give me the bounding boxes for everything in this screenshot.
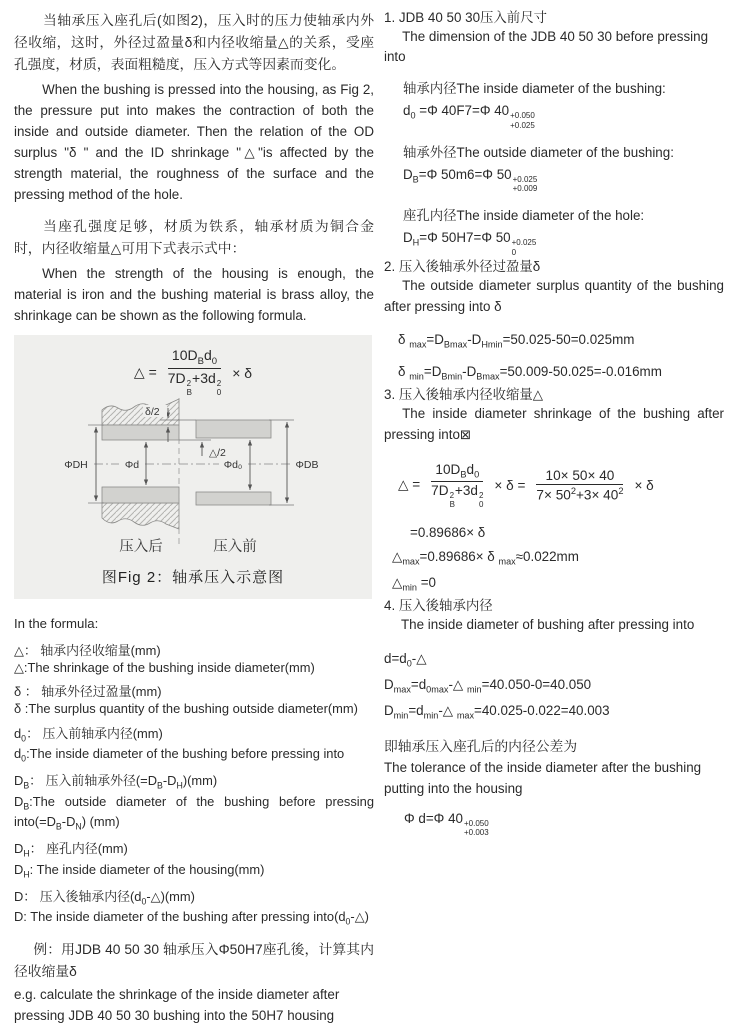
formula-lhs: △ = <box>398 477 421 493</box>
section-1-subheading: The dimension of the JDB 40 50 30 before pressing into <box>384 29 709 64</box>
definition-cn: $d_0$： 压入前轴承内径(mm) <box>14 725 163 744</box>
definition-cn: D： 压入後轴承内径$(d_0-\triangle)(mm)$ <box>14 888 195 907</box>
section-1-dimensions <box>384 8 724 257</box>
in-formula-label: In the formula: <box>14 616 99 632</box>
housing-hatch-top <box>102 399 179 425</box>
delta-min-equation: δ $_{min}=D_{Bmin}-D_{Bmax}=50.009-50.025=-0.016mm$ <box>398 364 662 383</box>
formula-fraction-numeric <box>536 468 623 503</box>
example-cn: 例：用JDB 40 50 30 轴承压入Φ50H7座孔後，计算其内径收缩量δ <box>14 941 374 979</box>
formula-fraction <box>168 347 221 397</box>
label-after-pressing: 压入后 <box>119 538 163 555</box>
figure-caption: 图Fig 2：轴承压入示意图 <box>101 568 285 586</box>
right-column <box>382 8 724 1027</box>
bushing-before-top <box>196 420 271 438</box>
bushing-before-bottom <box>196 492 271 505</box>
bushing-after-top <box>102 425 179 440</box>
formula-denominator: 7D 2 B +3d 2 0 <box>431 482 484 509</box>
label-d0: Φd₀ <box>223 458 243 471</box>
section-4-inside-diameter <box>384 596 724 837</box>
label-d: Φd <box>124 458 140 471</box>
section-2-heading: 2. 压入後轴承外径过盈量δ <box>384 258 541 274</box>
formula-numerator: $10D_Bd_0$ <box>168 347 221 369</box>
dimension-label: 轴承内径The inside diameter of the bushing: <box>403 81 666 97</box>
section-3-shrinkage <box>384 385 724 596</box>
definition-cn: $D_B$： 压入前轴承外径$(=D_B-D_H)(mm)$ <box>14 773 218 791</box>
dimension-value: $d_0 =\Phi$ 40F7=Φ 40 +0.050 +0.025 <box>403 103 535 130</box>
definition-en: $d_0:The$ inside diameter of the bushing before pressing into <box>14 746 345 764</box>
formula-mid: × δ = <box>494 477 526 493</box>
figure-2-panel <box>14 335 372 599</box>
formula-denominator: $7\times 50^2+3\times 40^2$ <box>536 486 624 503</box>
dimension-item-outside <box>403 143 724 193</box>
definition-en: $D_B:The$ outside diameter of the bushing before pressing $into(=D_B-D_N)$ (mm) <box>14 793 374 832</box>
paragraph-cn-press-relation: 当轴承压入座孔后(如图2)，压入时的压力使轴承内外径收缩，这时，外径过盈量δ和内径收缩量△的关系，受座孔强度，材质，表面粗糙度，压入方式等因素而变化。 <box>14 13 374 73</box>
section-1-heading: 1. JDB 40 50 30压入前尺寸 <box>384 10 547 25</box>
tolerance-en: The tolerance of the inside diameter after the bushing putting into the housing <box>384 759 702 796</box>
formula-denominator: 7D 2 B +3d 2 0 <box>167 370 222 398</box>
formula-fraction-symbolic <box>431 462 483 509</box>
section-3-heading: 3. 压入後轴承内径收缩量△ <box>384 386 544 402</box>
section-3-subheading: The inside diameter shrinkage of the bushing after pressing into⊠ <box>384 406 724 443</box>
label-delta-half: δ/2 <box>145 405 160 418</box>
tolerance-result: Φ d=Φ 40 +0.050 +0.003 <box>404 810 489 837</box>
definition-cn: $D_H$： 座孔内径(mm) <box>14 841 128 859</box>
paragraph-en-material-condition: When the strength of the housing is enough, the material is iron and the bushing material is brass alloy, the shrinkage can be shown as the following formula. <box>14 265 374 323</box>
example-en: e.g. calculate the shrinkage of the inside diameter after pressing JDB 40 50 30 bushing into the 50H7 housing <box>14 986 340 1023</box>
dimension-label: 座孔内径The inside diameter of the hole: <box>403 208 645 224</box>
definition-en: δ :The surplus quantity of the bushing outside diameter(mm) <box>14 701 358 717</box>
label-db: ΦDB <box>295 458 319 471</box>
housing-hatch-bottom <box>102 503 179 529</box>
label-shrink-half: △/2 <box>209 446 226 459</box>
dimension-value: $D_B=\Phi$ 50m6=Φ 50 +0.025 +0.009 <box>403 166 538 194</box>
label-before-pressing: 压入前 <box>213 538 257 555</box>
shrinkage-max: $\triangle_{max}=0.89686\times \delta$ $_{max}$≈0.022mm <box>392 549 579 567</box>
formula-rhs: × δ <box>232 364 253 381</box>
dimension-item-hole <box>403 206 724 256</box>
example-block <box>14 939 374 1027</box>
definition-d0 <box>14 725 374 766</box>
formula-rhs: × δ <box>634 477 654 493</box>
section-2-surplus <box>384 257 724 385</box>
dimension-value: $D_H=\Phi$ 50H7=Φ 50 +0.025 0 <box>403 230 537 257</box>
definition-dh <box>14 840 374 881</box>
section-4-heading: 4. 压入後轴承内径 <box>384 597 493 613</box>
section-4-subheading: The inside diameter of bushing after pressing into <box>401 617 695 633</box>
bushing-after-bottom <box>102 487 179 503</box>
left-column <box>14 8 374 1027</box>
definition-en: △:The shrinkage of the bushing inside diameter(mm) <box>14 659 315 675</box>
definition-cn: δ ： 轴承外径过盈量(mm) <box>14 684 162 700</box>
dimension-label: 轴承外径The outside diameter of the bushing: <box>403 144 674 160</box>
formula-lhs: △ = <box>133 364 157 381</box>
d-equation: $d=d_0-\triangle$ <box>384 650 427 669</box>
delta-max-equation: δ $_{max}=D_{Bmax}-D_{Hmin}=50.025-50=0.025mm$ <box>398 332 635 350</box>
shrinkage-min: $\triangle_{min} =0$ <box>392 575 436 594</box>
definition-cn: △： 轴承内径收缩量(mm) <box>14 642 161 658</box>
definition-en: D: The inside diameter of the bushing after pressing $into(d_0-\triangle)$ <box>14 909 369 927</box>
shrinkage-coefficient: =0.89686× δ <box>410 525 486 541</box>
definition-d <box>14 888 374 929</box>
paragraph-cn-material-condition: 当座孔强度足够，材质为铁系，轴承材质为铜合金时，内径收缩量△可用下式表示式中： <box>14 218 374 256</box>
figure-formula <box>14 347 372 397</box>
label-dh: ΦDH <box>64 458 88 471</box>
dimension-item-inside <box>403 79 724 129</box>
definition-shrinkage <box>14 642 374 677</box>
definition-en: $D_H$: The inside diameter of the housing(mm) <box>14 861 265 880</box>
d-min-equation: $D_{min}=d_{min}-\triangle$ $_{max}$=40.025-0.022=40.003 <box>384 703 610 721</box>
formula-numerator: 10× 50× 40 <box>536 468 623 485</box>
shrinkage-formula <box>398 462 724 509</box>
d-max-equation: $D_{max}=d_{0max}-\triangle$ $_{min}$=40.050-0=40.050 <box>384 676 592 695</box>
definition-db <box>14 772 374 833</box>
fig2-diagram <box>14 398 372 556</box>
tolerance-cn: 即轴承压入座孔后的内径公差为 <box>384 738 578 754</box>
formula-numerator: $10D_Bd_0$ <box>431 462 483 482</box>
section-2-subheading: The outside diameter surplus quantity of the bushing after pressing into δ <box>384 278 724 315</box>
paragraph-en-press-relation: When the bushing is pressed into the housing, as Fig 2, the pressure put into makes the contraction of both the inside and outside diameter. Then the relation of the OD surplus "δ " and the ID shrinkage "△"is affected by the strength material, the roughness of the surface and the pressing method of the hole. <box>14 82 374 202</box>
definition-surplus <box>14 683 374 718</box>
